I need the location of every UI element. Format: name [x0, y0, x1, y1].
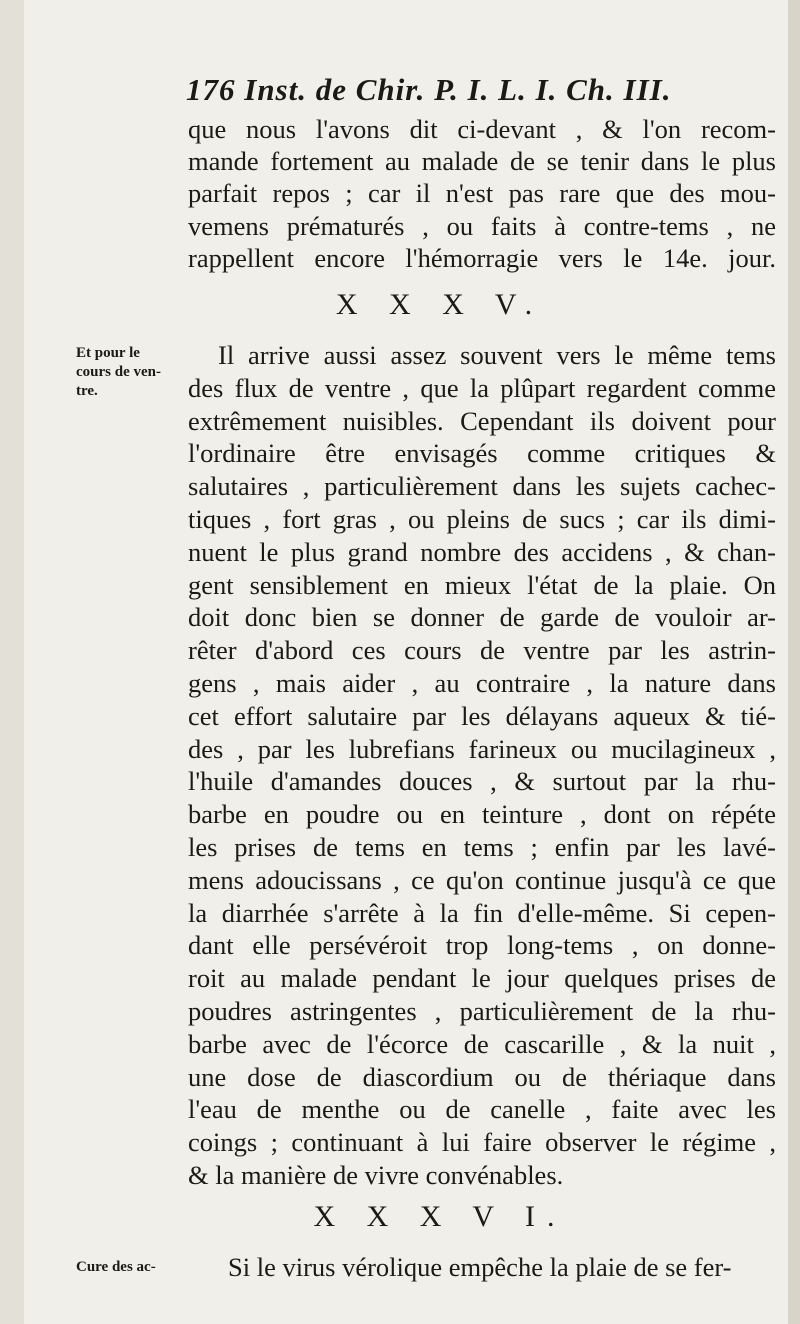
text-line: salutaires , particulièrement dans les sujets cachec-	[188, 471, 776, 502]
text-line: gens , mais aider , au contraire , la nature dans	[188, 668, 776, 698]
text-line: que nous l'avons dit ci-devant , & l'on recom-	[188, 114, 776, 144]
page-edge	[788, 0, 800, 1324]
text-line: Il arrive aussi assez souvent vers le même tems	[218, 340, 776, 370]
margin-note-line: Et pour le	[76, 345, 140, 361]
margin-note-flux	[76, 344, 186, 401]
text-line: rappellent encore l'hémorragie vers le 14e. jour.	[188, 242, 776, 273]
text-line: mande fortement au malade de se tenir dans le plus	[188, 146, 776, 177]
text-line: mens adoucissans , ce qu'on continue jusqu'à ce que	[188, 864, 776, 895]
section-number-35: X X X V.	[335, 288, 545, 321]
page-gutter	[0, 0, 24, 1324]
text-line: l'ordinaire être envisagés comme critiques &	[188, 438, 776, 469]
text-line: des , par les lubrefians farineux ou mucilagineux ,	[188, 733, 776, 764]
margin-note-line: cours de ven-	[76, 364, 161, 380]
text-line: coings ; continuant à lui faire observer le régime ,	[188, 1127, 776, 1158]
text-line: l'eau de menthe ou de canelle , faite avec les	[188, 1094, 776, 1125]
text-line: la diarrhée s'arrête à la fin d'elle-même. Si cepen-	[188, 897, 776, 928]
text-line: & la manière de vivre convénables.	[188, 1160, 564, 1190]
final-line: Si le virus vérolique empêche la plaie de se fer-	[228, 1252, 732, 1282]
text-line: vemens prématurés , ou faits à contre-tems , ne	[188, 210, 776, 241]
margin-note-line: tre.	[76, 383, 98, 399]
margin-note-cure: Cure des ac-	[76, 1259, 156, 1275]
text-line: barbe avec de l'écorce de cascarille , & la nuit ,	[188, 1028, 776, 1059]
text-line: extrêmement nuisibles. Cependant ils doivent pour	[188, 405, 776, 436]
text-line: les prises de tems en tems ; enfin par les lavé-	[188, 832, 776, 862]
text-line: cet effort salutaire par les délayans aqueux & tié-	[188, 700, 776, 731]
text-line: doit donc bien se donner de garde de vouloir ar-	[188, 602, 776, 633]
text-line: barbe en poudre ou en teinture , dont on répéte	[188, 799, 776, 830]
text-line: nuent le plus grand nombre des accidens , & chan-	[188, 536, 776, 567]
text-line: une dose de diascordium ou de thériaque dans	[188, 1061, 776, 1092]
text-line: dant elle persévéroit trop long-tems , on donne-	[188, 930, 776, 961]
text-line: des flux de ventre , que la plûpart regardent comme	[188, 372, 776, 403]
text-line: parfait repos ; car il n'est pas rare que des mou-	[188, 178, 776, 209]
text-line: rêter d'abord ces cours de ventre par les astrin-	[188, 635, 776, 666]
text-line: l'huile d'amandes douces , & surtout par la rhu-	[188, 766, 776, 797]
section-number-36: X X X V I.	[313, 1200, 567, 1233]
running-header: 176 Inst. de Chir. P. I. L. I. Ch. III.	[186, 72, 672, 107]
text-line: tiques , fort gras , ou pleins de sucs ; car ils dimi-	[188, 504, 776, 534]
text-line: poudres astringentes , particulièrement de la rhu-	[188, 996, 776, 1026]
text-line: roit au malade pendant le jour quelques prises de	[188, 963, 776, 994]
text-line: gent sensiblement en mieux l'état de la plaie. On	[188, 569, 776, 600]
